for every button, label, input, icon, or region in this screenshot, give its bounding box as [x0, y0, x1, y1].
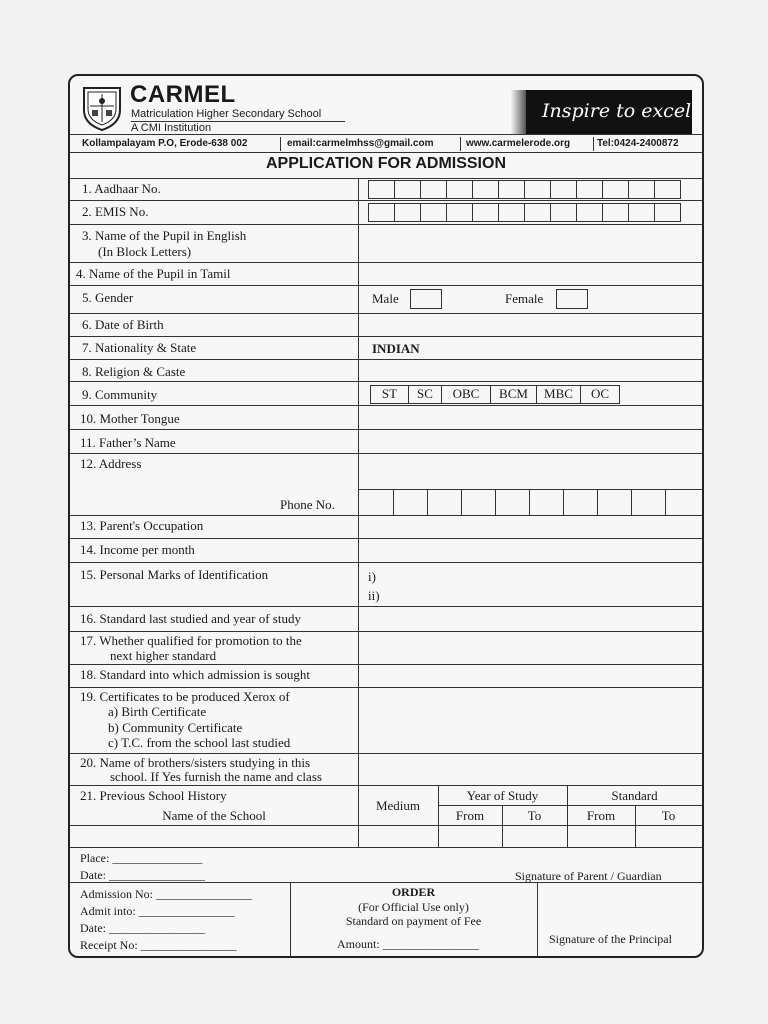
row-line	[70, 200, 702, 201]
row-line	[70, 405, 702, 406]
community-oc[interactable]	[580, 385, 620, 404]
label-name-english: 3. Name of the Pupil in English	[82, 228, 247, 243]
digit-box[interactable]	[628, 203, 655, 222]
parent-signature-label: Signature of Parent / Guardian	[515, 869, 662, 883]
label-admission-standard: 18. Standard into which admission is sought	[80, 667, 311, 682]
contact-sep	[593, 137, 594, 151]
phone-digit-divider	[529, 489, 530, 515]
address-field[interactable]	[360, 455, 700, 487]
office-date-field[interactable]: Date: ________________	[80, 921, 205, 935]
label-mother-tongue: 10. Mother Tongue	[80, 411, 180, 426]
admit-into-field[interactable]: Admit into: ________________	[80, 904, 235, 918]
row-line	[70, 687, 702, 688]
label-tc: c) T.C. from the school last studied	[108, 735, 291, 750]
siblings-field[interactable]	[360, 755, 700, 783]
community-obc[interactable]	[441, 385, 491, 404]
row-line	[70, 515, 702, 516]
row-line	[70, 785, 702, 786]
header-divider	[70, 134, 702, 135]
history-standard-header: Standard	[611, 788, 658, 803]
contact-address: Kollampalayam P.O, Erode-638 002	[82, 138, 248, 149]
row-line	[70, 381, 702, 382]
digit-box[interactable]	[472, 180, 499, 199]
place-field[interactable]: Place: _______________	[80, 851, 203, 865]
nationality-value: INDIAN	[372, 341, 420, 356]
digit-box[interactable]	[576, 203, 603, 222]
row-line	[70, 562, 702, 563]
digit-box[interactable]	[446, 203, 473, 222]
standard-fee-note: Standard on payment of Fee	[345, 914, 482, 928]
row-line	[70, 825, 702, 826]
contact-email: email:carmelmhss@gmail.com	[287, 138, 434, 149]
history-year-header: Year of Study	[466, 788, 539, 803]
tagline-shading	[510, 90, 526, 134]
digit-box[interactable]	[524, 180, 551, 199]
row-line	[438, 805, 702, 806]
name-tamil-field[interactable]	[360, 264, 700, 283]
row-line	[70, 313, 702, 314]
digit-box[interactable]	[446, 180, 473, 199]
history-std-from: From	[586, 808, 616, 823]
row-line	[70, 453, 702, 454]
gender-female-checkbox[interactable]	[556, 289, 588, 309]
row-line	[358, 489, 702, 490]
digit-box[interactable]	[654, 180, 681, 199]
digit-box[interactable]	[472, 203, 499, 222]
row-line	[70, 606, 702, 607]
label-certificates: 19. Certificates to be produced Xerox of	[80, 689, 290, 704]
community-sc[interactable]	[408, 385, 442, 404]
history-entry-row[interactable]	[72, 827, 700, 845]
label-community: 9. Community	[82, 387, 158, 402]
community-bcm[interactable]	[490, 385, 537, 404]
digit-box[interactable]	[602, 180, 629, 199]
certificates-field[interactable]	[360, 689, 700, 751]
digit-box[interactable]	[498, 203, 525, 222]
label-phone: Phone No.	[280, 497, 335, 512]
label-siblings-detail: school. If Yes furnish the name and class	[110, 769, 322, 784]
row-line	[70, 285, 702, 286]
gender-male-checkbox[interactable]	[410, 289, 442, 309]
history-year-to: To	[527, 808, 542, 823]
row-line	[70, 178, 702, 179]
community-bcm-label: BCM	[499, 386, 528, 401]
father-name-field[interactable]	[360, 431, 700, 451]
contact-sep	[280, 137, 281, 151]
contact-divider	[70, 152, 702, 153]
label-address: 12. Address	[80, 456, 142, 471]
label-block-letters: (In Block Letters)	[98, 244, 192, 259]
form-title: APPLICATION FOR ADMISSION	[266, 155, 506, 172]
phone-digit-divider	[427, 489, 428, 515]
community-oc-label: OC	[590, 386, 610, 401]
phone-digit-divider	[393, 489, 394, 515]
label-community-cert: b) Community Certificate	[108, 720, 243, 735]
label-identification: 15. Personal Marks of Identification	[80, 567, 269, 582]
label-occupation: 13. Parent's Occupation	[80, 518, 204, 533]
row-line	[70, 538, 702, 539]
label-next-standard: next higher standard	[110, 648, 217, 663]
digit-box[interactable]	[576, 180, 603, 199]
community-sc-label: SC	[417, 386, 433, 401]
row-line	[70, 336, 702, 337]
label-last-studied: 16. Standard last studied and year of study	[80, 611, 301, 626]
label-religion: 8. Religion & Caste	[82, 364, 186, 379]
digit-box[interactable]	[420, 180, 447, 199]
admission-no-field[interactable]: Admission No: ________________	[80, 887, 253, 901]
principal-signature-label: Signature of the Principal	[549, 932, 672, 946]
digit-box[interactable]	[550, 180, 577, 199]
contact-phone: Tel:0424-2400872	[597, 138, 679, 149]
promotion-field[interactable]	[360, 633, 700, 662]
community-st-label: ST	[381, 386, 398, 401]
label-name-tamil: 4. Name of the Pupil in Tamil	[76, 266, 231, 281]
digit-box[interactable]	[498, 180, 525, 199]
label-nationality: 7. Nationality & State	[82, 340, 197, 355]
school-crest-icon	[80, 84, 124, 132]
community-mbc[interactable]	[536, 385, 581, 404]
label-birth-cert: a) Birth Certificate	[108, 704, 207, 719]
history-school-header: Name of the School	[162, 808, 266, 823]
institution-line: A CMI Institution	[131, 122, 212, 134]
amount-field[interactable]: Amount: ________________	[337, 937, 479, 951]
identification-mark-1: i)	[368, 569, 376, 584]
label-previous-school: 21. Previous School History	[80, 788, 227, 803]
community-obc-label: OBC	[452, 386, 480, 401]
gender-male-label: Male	[372, 291, 399, 306]
admission-standard-field[interactable]	[360, 666, 700, 685]
row-line	[70, 262, 702, 263]
name-english-field[interactable]	[360, 226, 700, 260]
digit-box[interactable]	[654, 203, 681, 222]
identification-mark-2: ii)	[368, 588, 380, 603]
footer-divider	[537, 882, 538, 956]
school-name: CARMEL	[130, 81, 236, 108]
phone-digit-divider	[665, 489, 666, 515]
school-subtitle: Matriculation Higher Secondary School	[131, 108, 322, 120]
date-field[interactable]: Date: ________________	[80, 868, 205, 882]
label-father-name: 11. Father’s Name	[80, 435, 176, 450]
label-promotion: 17. Whether qualified for promotion to the	[80, 633, 302, 648]
community-mbc-label: MBC	[544, 386, 573, 401]
phone-digit-divider	[597, 489, 598, 515]
mother-tongue-field[interactable]	[360, 407, 700, 427]
history-medium-header: Medium	[375, 798, 421, 813]
religion-field[interactable]	[360, 361, 700, 379]
phone-digit-divider	[631, 489, 632, 515]
official-use-note: (For Official Use only)	[358, 900, 469, 914]
row-line	[70, 847, 702, 848]
last-studied-field[interactable]	[360, 608, 700, 629]
phone-digit-divider	[461, 489, 462, 515]
row-line	[70, 753, 702, 754]
label-dob: 6. Date of Birth	[82, 317, 164, 332]
row-line	[70, 224, 702, 225]
row-line	[70, 359, 702, 360]
row-line	[70, 429, 702, 430]
label-income: 14. Income per month	[80, 542, 195, 557]
order-heading: ORDER	[391, 885, 436, 899]
receipt-no-field[interactable]: Receipt No: ________________	[80, 938, 237, 952]
label-emis: 2. EMIS No.	[82, 204, 149, 219]
gender-female-label: Female	[505, 291, 544, 306]
history-std-to: To	[661, 808, 676, 823]
dob-field[interactable]	[360, 315, 700, 334]
digit-box[interactable]	[394, 203, 421, 222]
community-st[interactable]	[370, 385, 409, 404]
row-line	[70, 664, 702, 665]
label-aadhaar: 1. Aadhaar No.	[82, 181, 161, 196]
digit-box[interactable]	[550, 203, 577, 222]
label-siblings: 20. Name of brothers/sisters studying in this	[80, 755, 311, 770]
row-line	[70, 631, 702, 632]
history-year-from: From	[455, 808, 485, 823]
occupation-field[interactable]	[360, 517, 700, 536]
digit-box[interactable]	[420, 203, 447, 222]
label-gender: 5. Gender	[82, 290, 134, 305]
digit-box[interactable]	[368, 180, 395, 199]
phone-digit-divider	[563, 489, 564, 515]
contact-website: www.carmelerode.org	[466, 138, 571, 149]
digit-box[interactable]	[628, 180, 655, 199]
tagline-text: Inspire to excel	[542, 100, 692, 122]
digit-box[interactable]	[602, 203, 629, 222]
column-divider	[358, 178, 359, 825]
digit-box[interactable]	[368, 203, 395, 222]
income-field[interactable]	[360, 540, 700, 560]
admission-form	[68, 74, 704, 958]
phone-digit-divider	[495, 489, 496, 515]
digit-box[interactable]	[394, 180, 421, 199]
digit-box[interactable]	[524, 203, 551, 222]
contact-sep	[460, 137, 461, 151]
